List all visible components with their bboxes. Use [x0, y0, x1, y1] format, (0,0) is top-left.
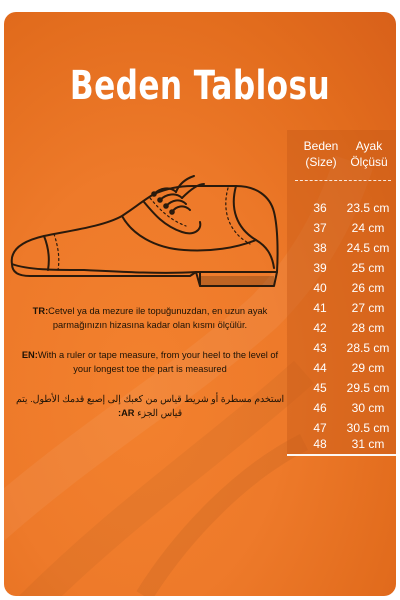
- foot-header-line2: Ölçüsü: [350, 155, 388, 169]
- en-prefix: EN:: [21, 350, 38, 360]
- size-column-header: [295, 138, 347, 170]
- oxford-shoe-outline-icon: [4, 172, 289, 302]
- table-bottom-border: [287, 454, 396, 456]
- size-cell: 39: [313, 261, 327, 275]
- page-title: Beden Tablosu: [69, 63, 331, 109]
- instruction-en: [14, 348, 286, 376]
- table-row: [287, 358, 396, 378]
- foot-cell: 29 cm: [351, 361, 385, 375]
- size-cell: 38: [313, 241, 327, 255]
- table-row: [287, 238, 396, 258]
- size-cell: 41: [313, 301, 327, 315]
- foot-cell: 26 cm: [351, 281, 385, 295]
- ar-text: استخدم مسطرة أو شريط قياس من كعبك إلى إصبع قدمك الأطول. يتم قياس الجزء: [15, 394, 285, 418]
- size-cell: 45: [313, 381, 327, 395]
- size-cell: 43: [313, 341, 327, 355]
- size-table: [287, 130, 396, 456]
- tr-text: Cetvel ya da mezure ile topuğunuzdan, en uzun ayak parmağınızın hizasına kadar olan kısmı ölçülür.: [48, 306, 268, 330]
- tr-prefix: TR:: [32, 306, 49, 316]
- foot-cell: 24 cm: [351, 221, 385, 235]
- size-header-line1: Beden: [303, 139, 339, 153]
- foot-cell: 25 cm: [351, 261, 385, 275]
- size-cell: 47: [313, 421, 327, 435]
- table-row: [287, 218, 396, 238]
- table-row: [287, 378, 396, 398]
- foot-cell: 31 cm: [351, 437, 385, 451]
- size-cell: 46: [313, 401, 327, 415]
- foot-cell: 23.5 cm: [346, 201, 390, 215]
- orange-background-panel: [4, 12, 396, 596]
- table-row: [287, 434, 396, 454]
- foot-cell: 28.5 cm: [346, 341, 390, 355]
- size-cell: 40: [313, 281, 327, 295]
- foot-header-line1: Ayak: [355, 139, 383, 153]
- table-row: [287, 398, 396, 418]
- instruction-ar: [14, 392, 286, 420]
- size-cell: 44: [313, 361, 327, 375]
- foot-cell: 28 cm: [351, 321, 385, 335]
- foot-cell: 27 cm: [351, 301, 385, 315]
- table-row: [287, 278, 396, 298]
- table-row: [287, 198, 396, 218]
- foot-cell: 24.5 cm: [346, 241, 390, 255]
- size-cell: 48: [313, 437, 327, 451]
- size-cell: 36: [313, 201, 327, 215]
- foot-cell: 30.5 cm: [346, 421, 390, 435]
- ar-prefix: AR:: [117, 408, 135, 418]
- table-row: [287, 258, 396, 278]
- table-row: [287, 298, 396, 318]
- foot-column-header: [343, 138, 395, 170]
- header-separator: [295, 180, 391, 181]
- en-text: With a ruler or tape measure, from your heel to the level of your longest toe the part is measured: [37, 350, 279, 374]
- size-cell: 42: [313, 321, 327, 335]
- size-cell: 37: [313, 221, 327, 235]
- foot-cell: 30 cm: [351, 401, 385, 415]
- table-row: [287, 338, 396, 358]
- instruction-tr: [14, 304, 286, 332]
- table-row: [287, 318, 396, 338]
- foot-cell: 29.5 cm: [346, 381, 390, 395]
- size-header-line2: (Size): [305, 155, 337, 169]
